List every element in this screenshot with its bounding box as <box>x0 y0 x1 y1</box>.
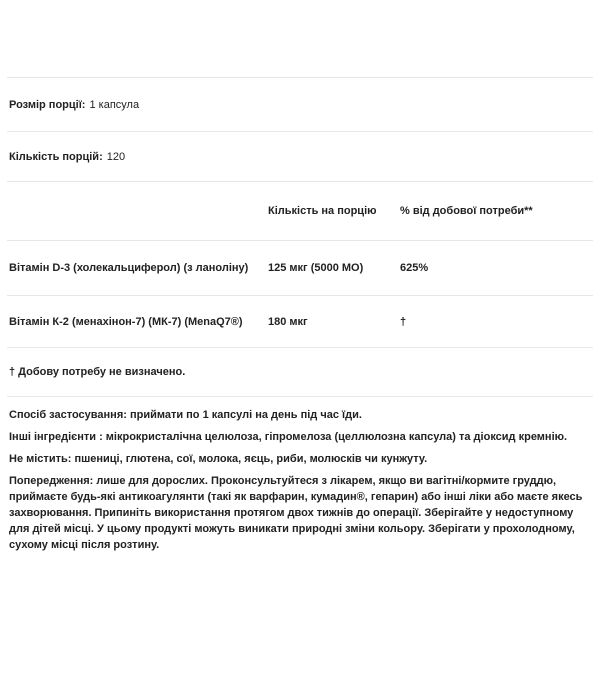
free-of-text: Не містить: пшениці, глютена, сої, молока, яєць, риби, молюсків чи кунжуту. <box>9 453 428 465</box>
ingredient-amount: 125 мкг (5000 МО) <box>268 262 364 274</box>
serving-size-value: 1 капсула <box>89 98 140 111</box>
ingredient-daily-value: 625% <box>400 262 429 274</box>
directions-text: Спосіб застосування: приймати по 1 капсулі на день під час їди. <box>9 409 362 421</box>
header-amount-per-serving: Кількість на порцію <box>268 205 377 217</box>
servings-per-container-value: 120 <box>106 150 126 163</box>
ingredient-daily-value: † <box>400 315 407 328</box>
ingredient-name: Вітамін D-3 (холекальциферол) (з ланоліну) <box>9 262 249 274</box>
ingredient-name: Вітамін К-2 (менахінон-7) (МК-7) (MenaQ7®) <box>9 315 243 328</box>
servings-per-container-row <box>7 131 593 181</box>
label-content <box>7 77 593 553</box>
table-header-row <box>7 181 593 240</box>
serving-size-row <box>7 77 593 131</box>
serving-size-label: Розмір порції: <box>9 98 86 111</box>
supplement-facts-label <box>0 77 600 677</box>
table-row <box>7 240 593 295</box>
daily-value-footnote: † Добову потребу не визначено. <box>7 347 593 396</box>
table-row <box>7 295 593 347</box>
ingredient-amount: 180 мкг <box>268 315 308 328</box>
header-daily-value: % від добової потреби** <box>400 205 533 217</box>
servings-per-container-label: Кількість порцій: <box>9 150 103 163</box>
label-paragraphs <box>7 396 593 553</box>
warning-text: Попередження: лише для дорослих. Проконсультуйтеся з лікарем, якщо ви вагітні/кормите груддю, приймаєте будь-які антикоагулянти (такі як варфарин, кумадин®, гепарин) або інші ліки або маєте якесь захворювання. Припиніть використання протягом двох тижнів до операції. Зберігайте у недоступному для дітей місці. У цьому продукті можуть виникати природні зміни кольору. Зберігати у прохолодному, сухому місці після розтину. <box>9 475 583 551</box>
other-ingredients-text: Інші інгредієнти : мікрокристалічна целюлоза, гіпромелоза (целлюлозна капсула) та діоксид кремнію. <box>9 431 568 443</box>
